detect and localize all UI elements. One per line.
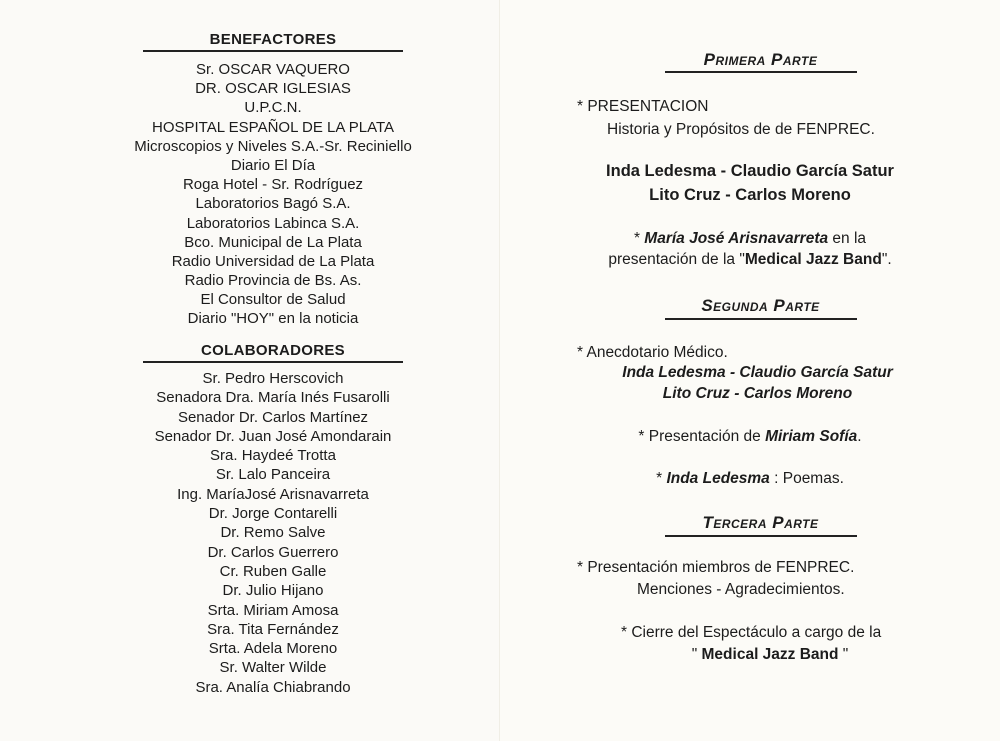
presentacion-de-text: presentación de la " bbox=[608, 251, 745, 268]
maria-name: María José Arisnavarreta bbox=[644, 230, 829, 247]
benefactor-item: Laboratorios Bagó S.A. bbox=[195, 195, 351, 213]
final-band-name: Medical Jazz Band bbox=[701, 646, 839, 663]
benefactor-item: Diario El Día bbox=[230, 156, 316, 174]
medical-jazz-line bbox=[560, 251, 940, 269]
segunda-artists-line-1: Inda Ledesma - Claudio García Satur bbox=[622, 364, 893, 381]
colaborador-item: Sra. Haydeé Trotta bbox=[210, 447, 336, 465]
tercera-parte-rule bbox=[665, 535, 857, 537]
bullet: * bbox=[633, 230, 645, 247]
inda-poemas-line bbox=[560, 470, 940, 488]
miriam-name: Miriam Sofía bbox=[765, 428, 858, 445]
benefactor-item: El Consultor de Salud bbox=[200, 291, 346, 309]
benefactor-item: Diario "HOY" en la noticia bbox=[187, 310, 359, 328]
primera-parte-rule bbox=[665, 71, 857, 73]
colaboradores-list bbox=[113, 369, 433, 697]
segunda-parte-title: Segunda Parte bbox=[701, 296, 820, 315]
segunda-artists-line-2: Lito Cruz - Carlos Moreno bbox=[662, 385, 853, 402]
cierre-line: * Cierre del Espectáculo a cargo de la bbox=[621, 624, 882, 641]
benefactores-rule bbox=[143, 50, 403, 52]
open-quote: " bbox=[691, 646, 702, 663]
benefactor-item: DR. OSCAR IGLESIAS bbox=[195, 80, 351, 98]
inda-bullet: * bbox=[656, 470, 667, 487]
miembros-line: * Presentación miembros de FENPREC. bbox=[577, 559, 855, 576]
benefactor-item: U.P.C.N. bbox=[244, 99, 302, 117]
miriam-suffix: . bbox=[857, 428, 862, 445]
poemas-text: : Poemas. bbox=[769, 470, 844, 487]
close-quote: ". bbox=[881, 251, 892, 268]
inda-name: Inda Ledesma bbox=[666, 470, 770, 487]
miriam-line bbox=[560, 428, 940, 446]
benefactor-item: Bco. Municipal de La Plata bbox=[184, 233, 362, 251]
colaborador-item: Senador Dr. Carlos Martínez bbox=[177, 408, 369, 426]
colaborador-item: Sra. Analía Chiabrando bbox=[195, 678, 351, 696]
benefactor-item: Radio Provincia de Bs. As. bbox=[184, 272, 362, 290]
menciones-line: Menciones - Agradecimientos. bbox=[637, 581, 845, 598]
colaborador-item: Sra. Tita Fernández bbox=[207, 620, 339, 638]
benefactor-item: Laboratorios Labinca S.A. bbox=[186, 214, 360, 232]
colaborador-item: Dr. Julio Hijano bbox=[222, 582, 324, 600]
colaborador-item: Dr. Remo Salve bbox=[220, 524, 326, 542]
colaboradores-rule bbox=[143, 361, 403, 363]
presentacion-line: * PRESENTACION bbox=[577, 98, 709, 115]
colaborador-item: Sr. Walter Wilde bbox=[219, 659, 327, 677]
benefactor-item: Radio Universidad de La Plata bbox=[171, 252, 375, 270]
segunda-parte-rule bbox=[665, 318, 857, 320]
colaborador-item: Dr. Carlos Guerrero bbox=[207, 543, 339, 561]
colaborador-item: Sr. Pedro Herscovich bbox=[202, 370, 344, 387]
benefactores-list bbox=[113, 60, 433, 329]
primera-artists-line-2: Lito Cruz - Carlos Moreno bbox=[649, 186, 851, 204]
historia-line: Historia y Propósitos de de FENPREC. bbox=[607, 121, 875, 138]
benefactor-item: Roga Hotel - Sr. Rodríguez bbox=[182, 176, 364, 194]
benefactor-item: Microscopios y Niveles S.A.-Sr. Reciniello bbox=[134, 137, 412, 155]
colaborador-item: Srta. Adela Moreno bbox=[208, 640, 338, 658]
final-band-line bbox=[580, 646, 960, 664]
presentacion-de-prefix: * Presentación de bbox=[638, 428, 766, 445]
primera-parte-title: Primera Parte bbox=[703, 50, 818, 69]
medical-jazz-band-name: Medical Jazz Band bbox=[744, 251, 882, 268]
benefactor-item: Sr. OSCAR VAQUERO bbox=[196, 61, 350, 78]
primera-artists-line-1: Inda Ledesma - Claudio García Satur bbox=[606, 162, 894, 180]
colaboradores-heading: COLABORADORES bbox=[201, 342, 345, 359]
colaborador-item: Ing. MaríaJosé Arisnavarreta bbox=[177, 485, 369, 503]
benefactor-item: HOSPITAL ESPAÑOL DE LA PLATA bbox=[151, 118, 395, 136]
colaborador-item: Srta. Miriam Amosa bbox=[207, 601, 339, 619]
benefactores-heading: BENEFACTORES bbox=[209, 31, 337, 48]
colaborador-item: Sr. Lalo Panceira bbox=[215, 466, 331, 484]
colaborador-item: Senador Dr. Juan José Amondarain bbox=[154, 427, 392, 445]
anecdotario-line: * Anecdotario Médico. bbox=[577, 344, 728, 361]
colaborador-item: Dr. Jorge Contarelli bbox=[208, 505, 338, 523]
colaborador-item: Cr. Ruben Galle bbox=[219, 562, 327, 580]
maria-line bbox=[560, 230, 940, 248]
colaborador-item: Senadora Dra. María Inés Fusarolli bbox=[156, 389, 390, 407]
en-la-text: en la bbox=[828, 230, 867, 247]
right-page bbox=[500, 0, 1000, 741]
close-quote: " bbox=[838, 646, 849, 663]
tercera-parte-title: Tercera Parte bbox=[702, 513, 819, 532]
